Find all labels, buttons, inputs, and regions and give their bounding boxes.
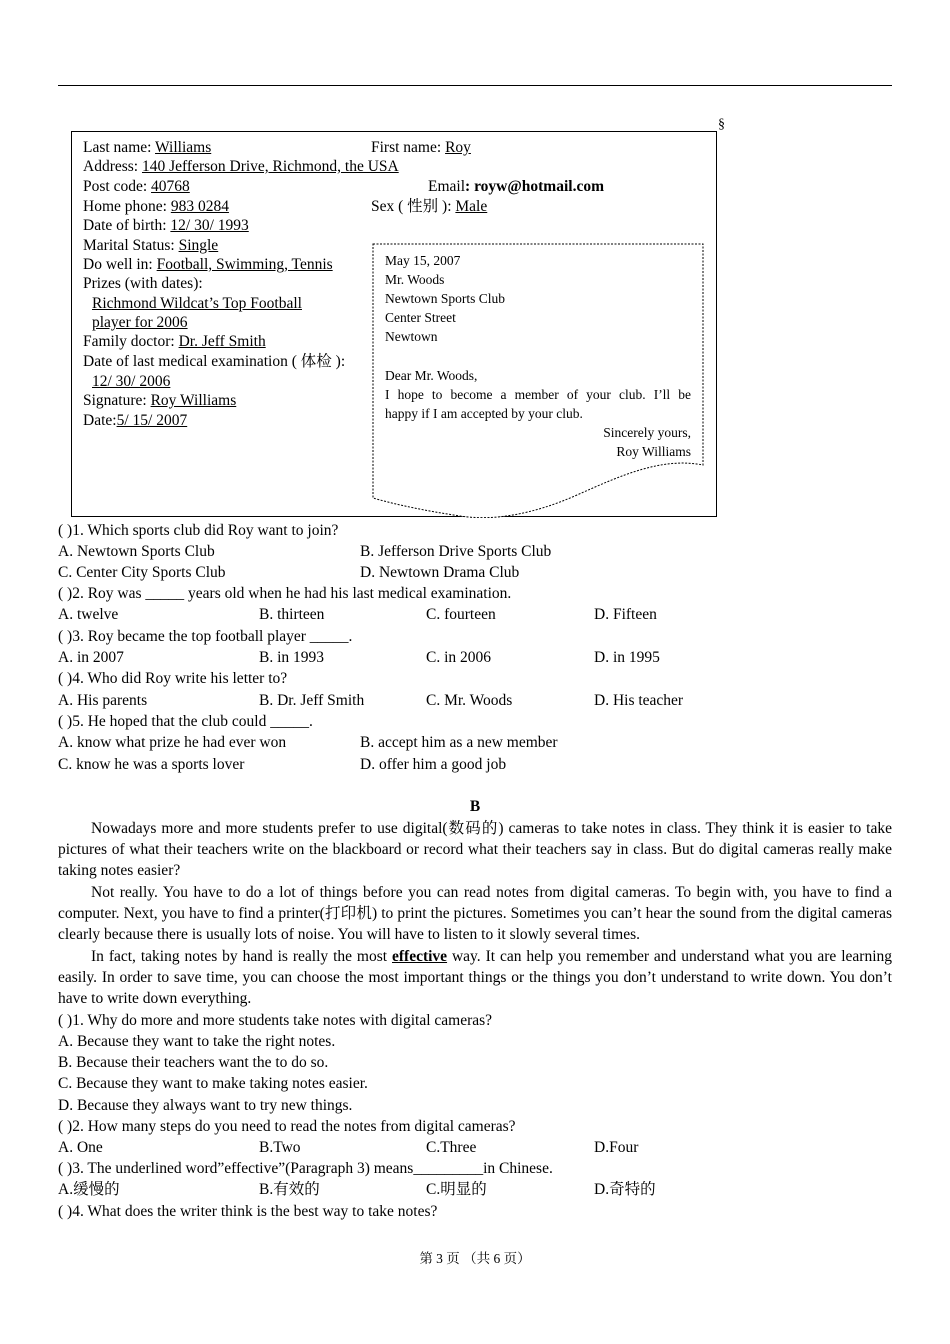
letter-date: May 15, 2007 [385,253,461,268]
question-b2: ( )2. How many steps do you need to read the notes from digital cameras? [58,1118,516,1135]
prize-line-2: player for 2006 [92,314,188,331]
option: B. thirteen [259,606,325,623]
medical-exam-date: 12/ 30/ 2006 [92,373,171,390]
option: C. Center City Sports Club [58,564,226,581]
question-a3: ( )3. Roy became the top football player _____. [58,628,353,645]
page-footer: 第 3 页 （共 6 页） [419,1251,531,1266]
option: C.Three [426,1139,477,1156]
option: A. twelve [58,606,119,623]
question-b4: ( )4. What does the writer think is the best way to take notes? [58,1203,438,1220]
option: B.Two [259,1139,301,1156]
option: B. accept him as a new member [360,734,558,751]
header-rule [58,85,892,86]
do-well-field: Do well in: Football, Swimming, Tennis [83,256,333,273]
option: D. Fifteen [594,606,657,623]
letter-city: Newtown [385,329,438,344]
option: A. Because they want to take the right notes. [58,1033,336,1050]
marital-status-field: Marital Status: Single [83,237,219,254]
question-b3: ( )3. The underlined word”effective”(Paragraph 3) means_________in Chinese. [58,1160,553,1177]
option: A. in 2007 [58,649,124,666]
question-a2: ( )2. Roy was _____ years old when he had his last medical examination. [58,585,512,602]
option: C. in 2006 [426,649,492,666]
section-mark: § [718,117,725,132]
letter-body-line-2: happy if I am accepted by your club. [385,406,583,421]
medical-exam-label: Date of last medical examination ( 体检 ): [83,353,346,370]
letter-club: Newtown Sports Club [385,291,506,306]
option: A.缓慢的 [58,1181,120,1198]
option: C. Mr. Woods [426,692,513,709]
question-a4: ( )4. Who did Roy write his letter to? [58,670,288,687]
letter-greeting: Dear Mr. Woods, [385,368,478,383]
home-phone-field: Home phone: 983 0284 [83,198,229,215]
question-b1: ( )1. Why do more and more students take notes with digital cameras? [58,1012,493,1029]
passage-paragraph-3: In fact, taking notes by hand is really the most effective way. It can help you remember and understand what you are learning easily. In order to save time, you can choose the most important things or the things you don’t understand to write down. You don’t have to write down everything. [58,948,892,1008]
option: D. Because they always want to try new things. [58,1097,353,1114]
email-field: Email: royw@hotmail.com [428,178,605,195]
last-name-field: Last name: Williams [83,139,212,156]
prize-line-1: Richmond Wildcat’s Top Football [92,295,302,312]
passage-paragraph-1: Nowadays more and more students prefer to use digital(数码的) cameras to take notes in class. They think it is easier to take pictures of what their teachers write on the blackboard or record what their teachers say in class. But do digital cameras really make taking notes easier? [58,820,892,880]
option: A. Newtown Sports Club [58,543,215,560]
signature-field: Signature: Roy Williams [83,392,237,409]
option: B.有效的 [259,1181,320,1198]
option: D. offer him a good job [360,756,507,773]
option: D. His teacher [594,692,684,709]
option: D.奇特的 [594,1181,656,1198]
option: B. Jefferson Drive Sports Club [360,543,552,560]
section-b-heading: B [469,798,481,815]
option: A. One [58,1139,103,1156]
question-a5: ( )5. He hoped that the club could _____. [58,713,313,730]
question-a1: ( )1. Which sports club did Roy want to join? [58,522,339,539]
option: A. know what prize he had ever won [58,734,287,751]
letter-signature: Roy Williams [616,444,691,459]
address-field: Address: 140 Jefferson Drive, Richmond, the USA [83,158,399,175]
post-code-field: Post code: 40768 [83,178,190,195]
option: D.Four [594,1139,639,1156]
option: D. Newtown Drama Club [360,564,520,581]
letter-closing: Sincerely yours, [603,425,691,440]
letter-body-line-1: I hope to become a member of your club. I’ll be [385,387,691,402]
underlined-word: effective [392,948,448,965]
sex-field: Sex ( 性别 ): Male [371,198,488,215]
first-name-field: First name: Roy [371,139,471,156]
option: C. fourteen [426,606,496,623]
letter-recipient: Mr. Woods [385,272,445,287]
prizes-label: Prizes (with dates): [83,275,203,292]
option: A. His parents [58,692,148,709]
option: C. know he was a sports lover [58,756,245,773]
passage-paragraph-2: Not really. You have to do a lot of things before you can read notes from digital cameras. To begin with, you have to find a computer. Next, you have to find a printer(打印机) to print the pictures. Sometimes you can’t hear the sound from the digital cameras clearly because there is usually lots of noise. You will have to listen to it slowly several times. [58,884,892,944]
dob-field: Date of birth: 12/ 30/ 1993 [83,217,249,234]
letter-note [372,243,704,518]
option: B. Dr. Jeff Smith [259,692,365,709]
option: B. in 1993 [259,649,325,666]
option: C.明显的 [426,1181,487,1198]
date-field: Date:5/ 15/ 2007 [83,412,188,429]
option: C. Because they want to make taking notes easier. [58,1075,368,1092]
option: D. in 1995 [594,649,660,666]
option: B. Because their teachers want the to do so. [58,1054,329,1071]
letter-street: Center Street [385,310,456,325]
family-doctor-field: Family doctor: Dr. Jeff Smith [83,333,266,350]
